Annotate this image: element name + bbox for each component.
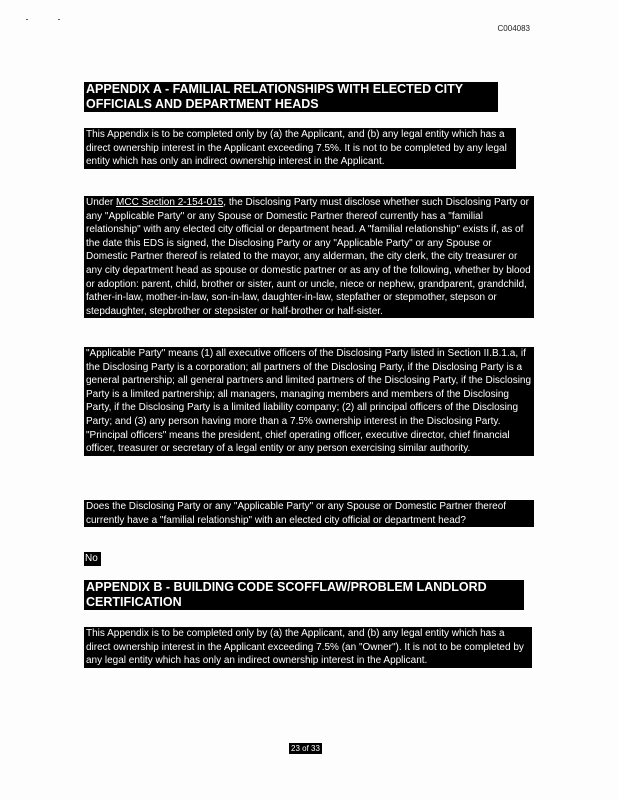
appendix-a-familial-relationship-paragraph: [84, 196, 534, 318]
appendix-a-answer: No: [84, 552, 101, 566]
paragraph-prefix: Under: [86, 197, 117, 208]
appendix-a-intro: This Appendix is to be completed only by (a) the Applicant, and (b) any legal entity which has a direct ownership interest in the Applicant exceeding 7.5%. It is not to be completed by any legal entity which has only an indirect ownership interest in the Applicant.: [84, 128, 516, 169]
scan-speck: [58, 19, 60, 20]
scan-speck: [26, 19, 28, 20]
appendix-b-intro: This Appendix is to be completed only by (a) the Applicant, and (b) any legal entity which has a direct ownership interest in the Applicant exceeding 7.5% (an "Owner"). It is not to be completed by any legal entity which has only an indirect ownership interest in the Applicant.: [84, 627, 532, 668]
appendix-a-question: Does the Disclosing Party or any "Applicable Party" or any Spouse or Domestic Partner thereof currently have a "familial relationship" with an elected city official or department head?: [84, 500, 534, 527]
appendix-a-applicable-party-paragraph: "Applicable Party" means (1) all executive officers of the Disclosing Party listed in Section II.B.1.a, if the Disclosing Party is a corporation; all partners of the Disclosing Party, if the Disclosing Party is a general partnership; all general partners and limited partners of the Disclosing Party, if the Disclosing Party is a limited partnership; all managers, managing members and members of the Disclosing Party, if the Disclosing Party is a limited liability company; (2) all principal officers of the Disclosing Party; and (3) any person having more than a 7.5% ownership interest in the Disclosing Party. "Principal officers" means the president, chief operating officer, executive director, chief financial officer, treasurer or secretary of a legal entity or any person exercising similar authority.: [84, 347, 534, 456]
paragraph-text: , the Disclosing Party must disclose whether such Disclosing Party or any "Applicable Party" or any Spouse or Domestic Partner thereof currently has a "familial relationship" with any elected city official or department head. A "familial relationship" exists if, as of the date this EDS is signed, the Disclosing Party or any "Applicable Party" or any Spouse or Domestic Partner thereof is related to the mayor, any alderman, the city clerk, the city treasurer or any city department head as spouse or domestic partner or as any of the following, whether by blood or adoption: parent, child, brother or sister, aunt or uncle, niece or nephew, grandparent, grandchild, father-in-law, mother-in-law, son-in-law, daughter-in-law, stepfather or stepmother, stepson or stepdaughter, stepbrother or stepsister or half-brother or half-sister.: [86, 197, 531, 317]
document-id: C004083: [497, 24, 530, 33]
appendix-b-heading: APPENDIX B - BUILDING CODE SCOFFLAW/PROBLEM LANDLORD CERTIFICATION: [84, 580, 524, 610]
appendix-a-heading: APPENDIX A - FAMILIAL RELATIONSHIPS WITH ELECTED CITY OFFICIALS AND DEPARTMENT HEADS: [84, 82, 498, 112]
mcc-section-link[interactable]: MCC Section 2-154-015: [116, 197, 224, 208]
page-number: 23 of 33: [291, 744, 320, 753]
